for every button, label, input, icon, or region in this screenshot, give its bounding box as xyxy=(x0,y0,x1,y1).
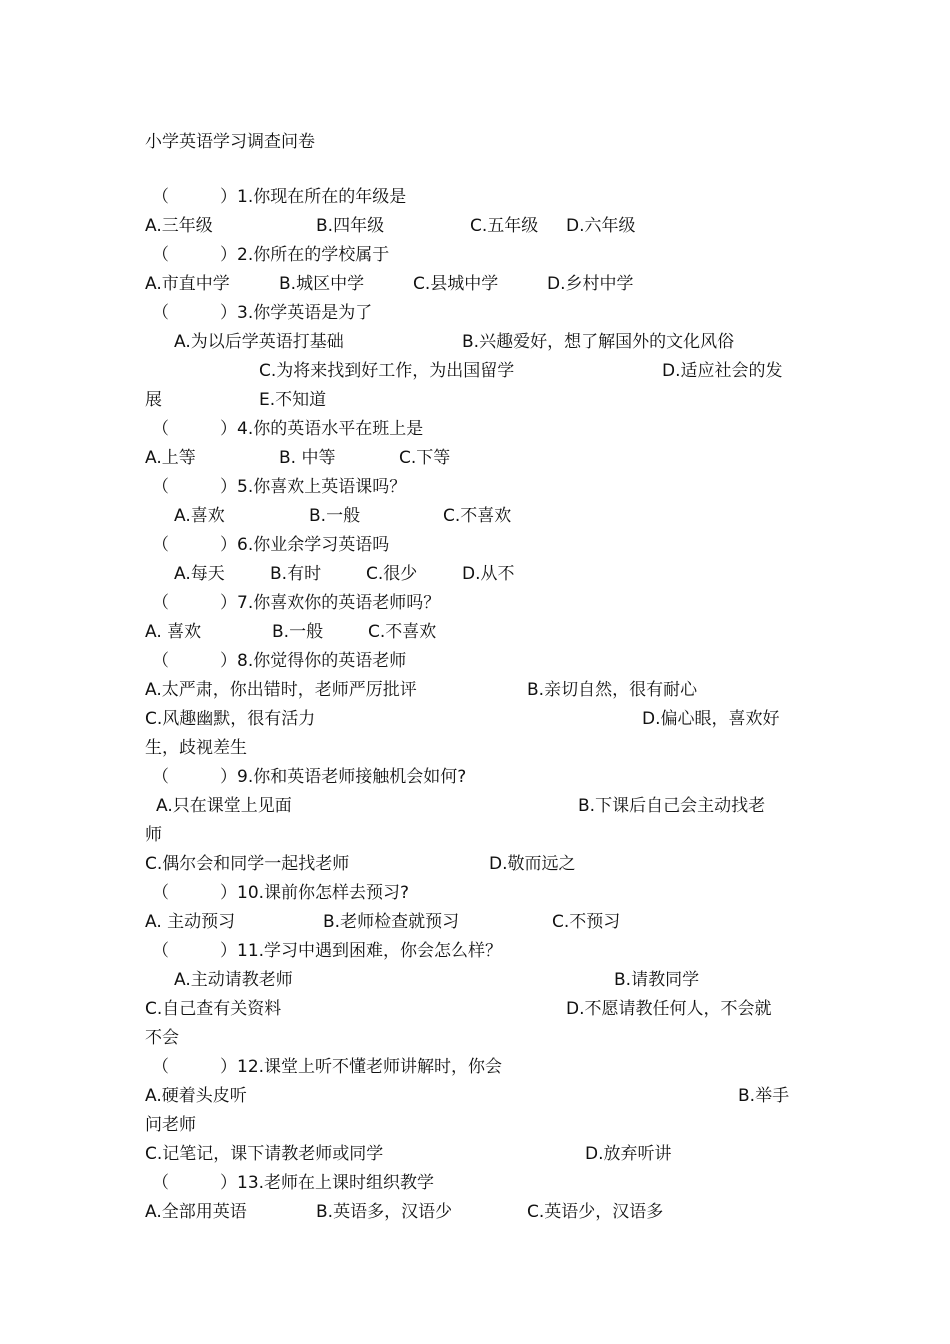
options-line xyxy=(0,502,950,531)
option-text: B.城区中学 xyxy=(279,274,365,294)
option-text: B.亲切自然，很有耐心 xyxy=(527,680,698,700)
option-text: 生，歧视差生 xyxy=(145,738,247,758)
option-text: 师 xyxy=(145,825,162,845)
option-text: D.六年级 xyxy=(566,216,636,236)
options-line xyxy=(0,1082,950,1111)
question-text: （ ）5.你喜欢上英语课吗？ xyxy=(152,477,407,497)
question-text: （ ）6.你业余学习英语吗 xyxy=(152,535,390,555)
options-line xyxy=(0,676,950,705)
option-text: C.下等 xyxy=(399,448,451,468)
option-text: C.为将来找到好工作，为出国留学 xyxy=(259,361,515,381)
option-text: B.下课后自己会主动找老 xyxy=(578,796,766,816)
options-line xyxy=(0,792,950,821)
option-text: A.主动请教老师 xyxy=(174,970,293,990)
options-line xyxy=(0,908,950,937)
option-text: C.五年级 xyxy=(470,216,539,236)
question-text: （ ）10.课前你怎样去预习? xyxy=(152,883,410,903)
question-line xyxy=(0,647,950,676)
question-line xyxy=(0,1053,950,1082)
question-text: （ ）13.老师在上课时组织教学 xyxy=(152,1173,435,1193)
question-line xyxy=(0,241,950,270)
question-line xyxy=(0,531,950,560)
option-text: A.上等 xyxy=(145,448,196,468)
option-text: A. 主动预习 xyxy=(145,912,236,932)
option-text: A.只在课堂上见面 xyxy=(156,796,292,816)
options-line xyxy=(0,618,950,647)
question-text: （ ）11.学习中遇到困难，你会怎么样？ xyxy=(152,941,503,961)
option-text: B.老师检查就预习 xyxy=(323,912,460,932)
option-text: C.不喜欢 xyxy=(368,622,437,642)
options-line xyxy=(0,444,950,473)
option-text: 问老师 xyxy=(145,1115,196,1135)
option-text: A. 喜欢 xyxy=(145,622,202,642)
option-text: A.喜欢 xyxy=(174,506,225,526)
option-text: B.请教同学 xyxy=(614,970,700,990)
options-line xyxy=(0,1140,950,1169)
option-text: B. 中等 xyxy=(279,448,336,468)
option-text: 展 xyxy=(145,390,162,410)
option-text: 不会 xyxy=(145,1028,179,1048)
option-text: A.全部用英语 xyxy=(145,1202,247,1222)
question-line xyxy=(0,299,950,328)
question-line xyxy=(0,1169,950,1198)
question-line xyxy=(0,937,950,966)
option-text: C.英语少，汉语多 xyxy=(527,1202,664,1222)
question-line xyxy=(0,763,950,792)
option-text: C.不预习 xyxy=(552,912,621,932)
option-text: D.适应社会的发 xyxy=(662,361,783,381)
question-text: （ ）12.课堂上听不懂老师讲解时，你会 xyxy=(152,1057,503,1077)
option-text: C.自己查有关资料 xyxy=(145,999,282,1019)
question-text: （ ）8.你觉得你的英语老师 xyxy=(152,651,407,671)
options-line xyxy=(0,212,950,241)
question-line xyxy=(0,183,950,212)
option-text: A.每天 xyxy=(174,564,225,584)
option-text: B.举手 xyxy=(738,1086,790,1106)
options-line xyxy=(0,328,950,357)
options-line xyxy=(0,1198,950,1227)
options-line xyxy=(0,821,950,850)
options-line xyxy=(0,734,950,763)
option-text: C.很少 xyxy=(366,564,418,584)
question-line xyxy=(0,473,950,502)
option-text: E.不知道 xyxy=(259,390,327,410)
option-text: D.不愿请教任何人，不会就 xyxy=(566,999,772,1019)
option-text: C.县城中学 xyxy=(413,274,499,294)
question-line xyxy=(0,415,950,444)
option-text: B.一般 xyxy=(309,506,361,526)
option-text: B.一般 xyxy=(272,622,324,642)
question-text: （ ）9.你和英语老师接触机会如何? xyxy=(152,767,467,787)
options-line xyxy=(0,357,950,386)
option-text: D.从不 xyxy=(462,564,515,584)
option-text: D.乡村中学 xyxy=(547,274,634,294)
options-line xyxy=(0,1024,950,1053)
options-line xyxy=(0,995,950,1024)
page-title: 小学英语学习调查问卷 xyxy=(145,132,315,152)
option-text: A.市直中学 xyxy=(145,274,230,294)
options-line xyxy=(0,270,950,299)
options-line xyxy=(0,560,950,589)
options-line xyxy=(0,1111,950,1140)
question-text: （ ）4.你的英语水平在班上是 xyxy=(152,419,424,439)
question-text: （ ）7.你喜欢你的英语老师吗？ xyxy=(152,593,441,613)
option-text: B.兴趣爱好，想了解国外的文化风俗 xyxy=(462,332,735,352)
option-text: D.敬而远之 xyxy=(489,854,576,874)
question-line xyxy=(0,589,950,618)
option-text: A.为以后学英语打基础 xyxy=(174,332,344,352)
option-text: A.硬着头皮听 xyxy=(145,1086,247,1106)
options-line xyxy=(0,966,950,995)
option-text: B.有时 xyxy=(270,564,322,584)
option-text: C.记笔记，课下请教老师或同学 xyxy=(145,1144,384,1164)
option-text: B.四年级 xyxy=(316,216,385,236)
option-text: A.三年级 xyxy=(145,216,213,236)
question-line xyxy=(0,879,950,908)
options-line xyxy=(0,705,950,734)
options-line xyxy=(0,386,950,415)
option-text: D.放弃听讲 xyxy=(585,1144,672,1164)
options-line xyxy=(0,850,950,879)
option-text: A.太严肃，你出错时，老师严厉批评 xyxy=(145,680,417,700)
option-text: B.英语多，汉语少 xyxy=(316,1202,453,1222)
question-text: （ ）2.你所在的学校属于 xyxy=(152,245,390,265)
question-text: （ ）1.你现在所在的年级是 xyxy=(152,187,407,207)
option-text: D.偏心眼，喜欢好 xyxy=(642,709,780,729)
option-text: C.风趣幽默，很有活力 xyxy=(145,709,316,729)
option-text: C.不喜欢 xyxy=(443,506,512,526)
question-text: （ ）3.你学英语是为了 xyxy=(152,303,373,323)
option-text: C.偶尔会和同学一起找老师 xyxy=(145,854,350,874)
